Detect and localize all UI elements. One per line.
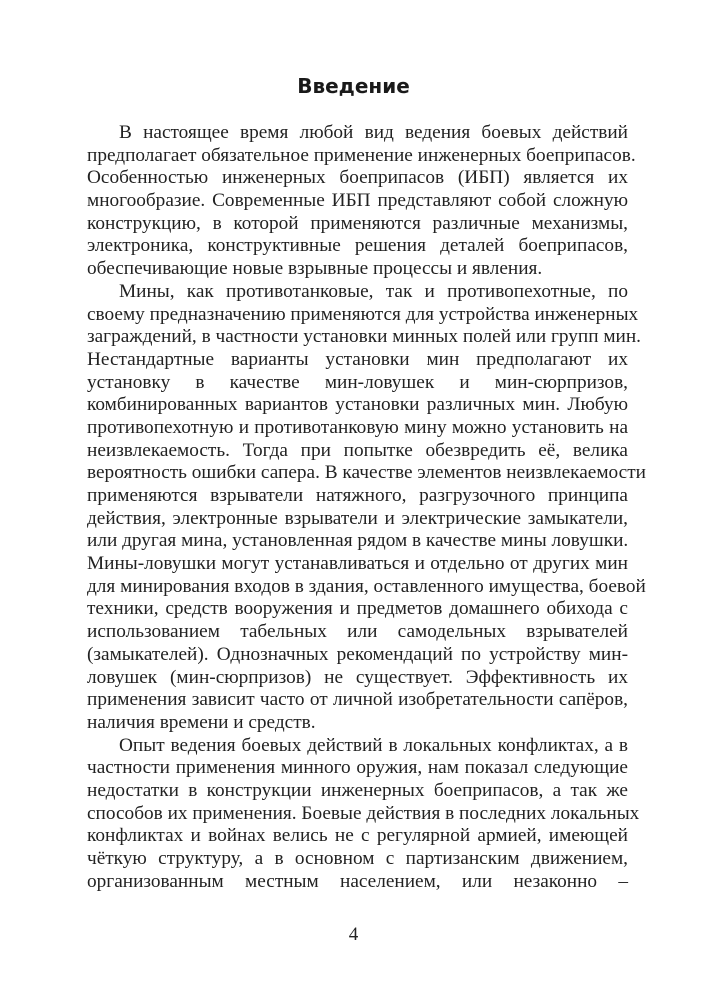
text-line: Нестандартные варианты установки мин предполагают их xyxy=(87,348,628,370)
text-line: вероятность ошибки сапера. В качестве элементов неизвлекаемости xyxy=(87,462,646,484)
text-line: В настоящее время любой вид ведения боевых действий xyxy=(119,122,628,143)
text-line: организованным местным населением, или незаконно – xyxy=(87,870,628,892)
text-line: Особенностью инженерных боеприпасов (ИБП) является их xyxy=(87,167,628,189)
text-line: действия, электронные взрыватели и электрические замыкатели, xyxy=(87,507,628,529)
text-line: противопехотную и противотанковую мину можно установить на xyxy=(87,416,628,438)
text-line: электроника, конструктивные решения деталей боеприпасов, xyxy=(87,235,628,257)
text-line: наличия времени и средств. xyxy=(87,711,316,733)
text-line: применения зависит часто от личной изобретательности сапёров, xyxy=(87,689,628,711)
text-line: применяются взрыватели натяжного, разгрузочного принципа xyxy=(87,485,628,506)
text-line: чёткую структуру, а в основном с партизанским движением, xyxy=(87,848,628,869)
text-line: ловушек (мин-сюрпризов) не существует. Эффективность их xyxy=(87,666,628,688)
text-line: Опыт ведения боевых действий в локальных конфликтах, а в xyxy=(119,734,628,756)
text-line: обеспечивающие новые взрывные процессы и явления. xyxy=(87,258,543,280)
text-line: Мины-ловушки могут устанавливаться и отдельно от других мин xyxy=(87,553,628,575)
text-line: частности применения минного оружия, нам показал следующие xyxy=(87,757,628,779)
body-text xyxy=(87,122,646,893)
text-line: или другая мина, установленная рядом в качестве мины ловушки. xyxy=(87,530,629,552)
text-line: недостатки в конструкции инженерных боеприпасов, а так же xyxy=(87,779,628,801)
text-line: использованием табельных или самодельных взрывателей xyxy=(87,621,628,643)
text-line: конфликтах и войнах велись не с регулярной армией, имеющей xyxy=(87,825,628,847)
text-line: для минирования входов в здания, оставленного имущества, боевой xyxy=(87,575,646,597)
text-line: комбинированных вариантов установки различных мин. Любую xyxy=(87,394,628,416)
text-line: конструкцию, в которой применяются различные механизмы, xyxy=(87,212,628,234)
page-number: 4 xyxy=(348,924,359,945)
text-line: установку в качестве мин-ловушек и мин-сюрпризов, xyxy=(87,371,628,393)
text-line: (замыкателей). Однозначных рекомендаций по устройству мин- xyxy=(87,643,628,665)
text-line: неизвлекаемость. Тогда при попытке обезвредить её, велика xyxy=(87,439,628,461)
page-title: Введение xyxy=(297,74,410,98)
text-line: своему предназначению применяются для устройства инженерных xyxy=(87,303,639,325)
text-line: заграждений, в частности установки минных полей или групп мин. xyxy=(87,326,642,348)
text-line: многообразие. Современные ИБП представляют собой сложную xyxy=(87,190,628,212)
text-line: техники, средств вооружения и предметов домашнего обихода с xyxy=(87,598,628,620)
text-line: способов их применения. Боевые действия в последних локальных xyxy=(87,802,640,824)
text-line: Мины, как противотанковые, так и противопехотные, по xyxy=(119,280,628,302)
text-line: предполагает обязательное применение инженерных боеприпасов. xyxy=(87,144,636,166)
